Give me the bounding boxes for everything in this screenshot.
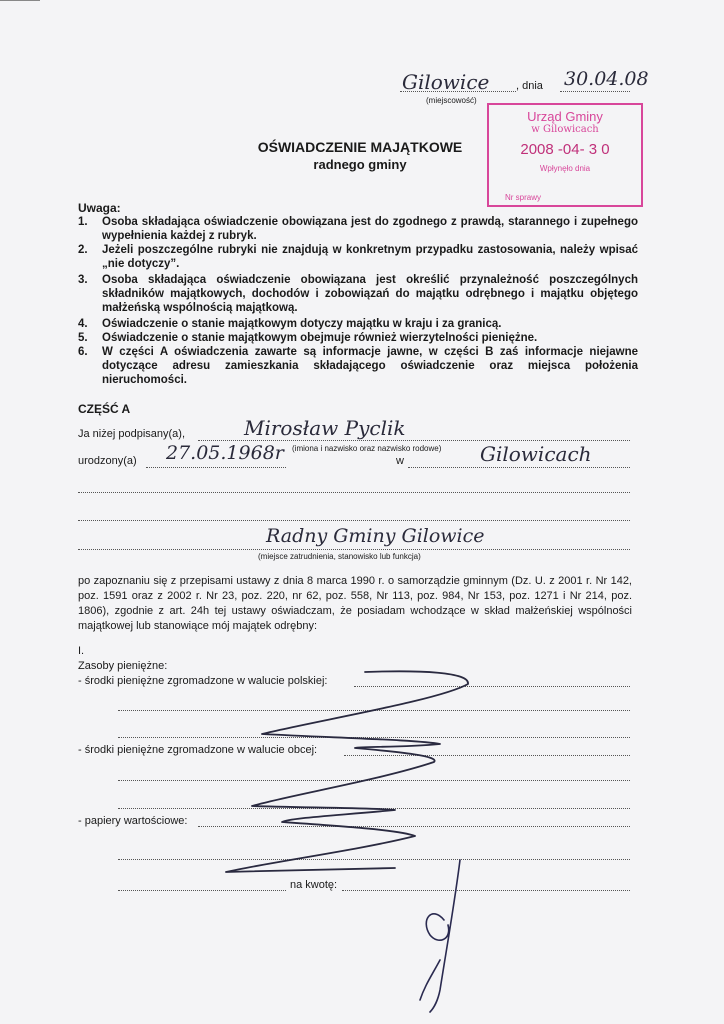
note-number: 5. [78, 332, 88, 344]
name-caption: (imiona i nazwisko oraz nazwisko rodowe) [292, 444, 442, 453]
notes-heading: Uwaga: [78, 201, 121, 215]
securities-label: - papiery wartościowe: [78, 815, 188, 827]
stamp-case-number: Nr sprawy [505, 193, 542, 202]
note-number: 6. [78, 346, 88, 358]
section-heading: Zasoby pieniężne: [78, 660, 168, 672]
workplace-handwritten: Radny Gminy Gilowice [266, 525, 485, 547]
birth-date-handwritten: 27.05.1968r [166, 442, 284, 464]
foreign-currency-label: - środki pieniężne zgromadzone w walucie obcej: [78, 744, 318, 756]
polish-currency-label: - środki pieniężne zgromadzone w walucie polskiej: [78, 675, 328, 687]
page-subtitle: radnego gminy [313, 157, 407, 172]
note-text: Osoba składająca oświadczenie obowiązana jest określić przynależność poszczególnych składników majątkowych, dochodów i zobowiązań do majątku odrębnego i majątku objętego małżeńską wspólnością majątkową. [102, 274, 638, 314]
undersigned-label: Ja niżej podpisany(a), [78, 428, 186, 440]
name-handwritten: Mirosław Pyclik [244, 416, 406, 440]
note-number: 2. [78, 244, 88, 256]
workplace-caption: (miejsce zatrudnienia, stanowisko lub funkcja) [258, 552, 421, 561]
date-label: , dnia [516, 80, 543, 92]
stamp-office: Urząd Gminy [527, 109, 603, 124]
amount-label: na kwotę: [290, 879, 338, 891]
note-text: W części A oświadczenia zawarte są informacje jawne, w części B zaś informacje niejawne dotyczące adresu zamieszkania składającego oświadczenie oraz miejsca położenia nieruchomości. [102, 346, 638, 386]
section-roman: I. [78, 645, 85, 657]
note-text: Oświadczenie o stanie majątkowym obejmuje również wierzytelności pieniężne. [102, 332, 538, 344]
declaration-text: po zapoznaniu się z przepisami ustawy z dnia 8 marca 1990 r. o samorządzie gminnym (Dz. U. z 2001 r. Nr 142, poz. 1591 oraz z 2002 r. Nr 23, poz. 220, nr 62, poz. 558, Nr 113, poz. 984, Nr 153, poz. 1271 i Nr 214, poz. 1806), zgodnie z art. 24h tej ustawy oświadczam, że posiadam wchodzące w skład małżeńskiej wspólności majątkowej lub stanowiące mój majątek odrębny: [78, 575, 632, 632]
place-handwritten: Gilowice [402, 70, 490, 94]
note-text: Oświadczenie o stanie majątkowym dotyczy majątku w kraju i za granicą. [102, 318, 502, 330]
date-handwritten: 30.04.08 [564, 68, 649, 90]
note-text: Jeżeli poszczególne rubryki nie znajdują w konkretnym przypadku zastosowania, należy wpisać „nie dotyczy”. [102, 244, 638, 270]
note-number: 3. [78, 274, 88, 286]
born-label: urodzony(a) [78, 455, 137, 467]
stamp-received: Wpłynęło dnia [539, 164, 591, 173]
part-a-heading: CZĘŚĆ A [78, 402, 131, 416]
note-number: 1. [78, 216, 88, 228]
in-label: w [396, 455, 404, 467]
note-number: 4. [78, 318, 88, 330]
stamp-date: 2008 -04- 3 0 [520, 141, 610, 158]
stamp-location: w Gilowicach [531, 124, 599, 135]
birth-place-handwritten: Gilowicach [480, 442, 592, 466]
place-caption: (miejscowość) [426, 96, 477, 105]
page-title: OŚWIADCZENIE MAJĄTKOWE [257, 139, 463, 155]
note-text: Osoba składająca oświadczenie obowiązana jest do zgodnego z prawdą, starannego i zupełnego wypełnienia każdej z rubryk. [102, 216, 638, 242]
